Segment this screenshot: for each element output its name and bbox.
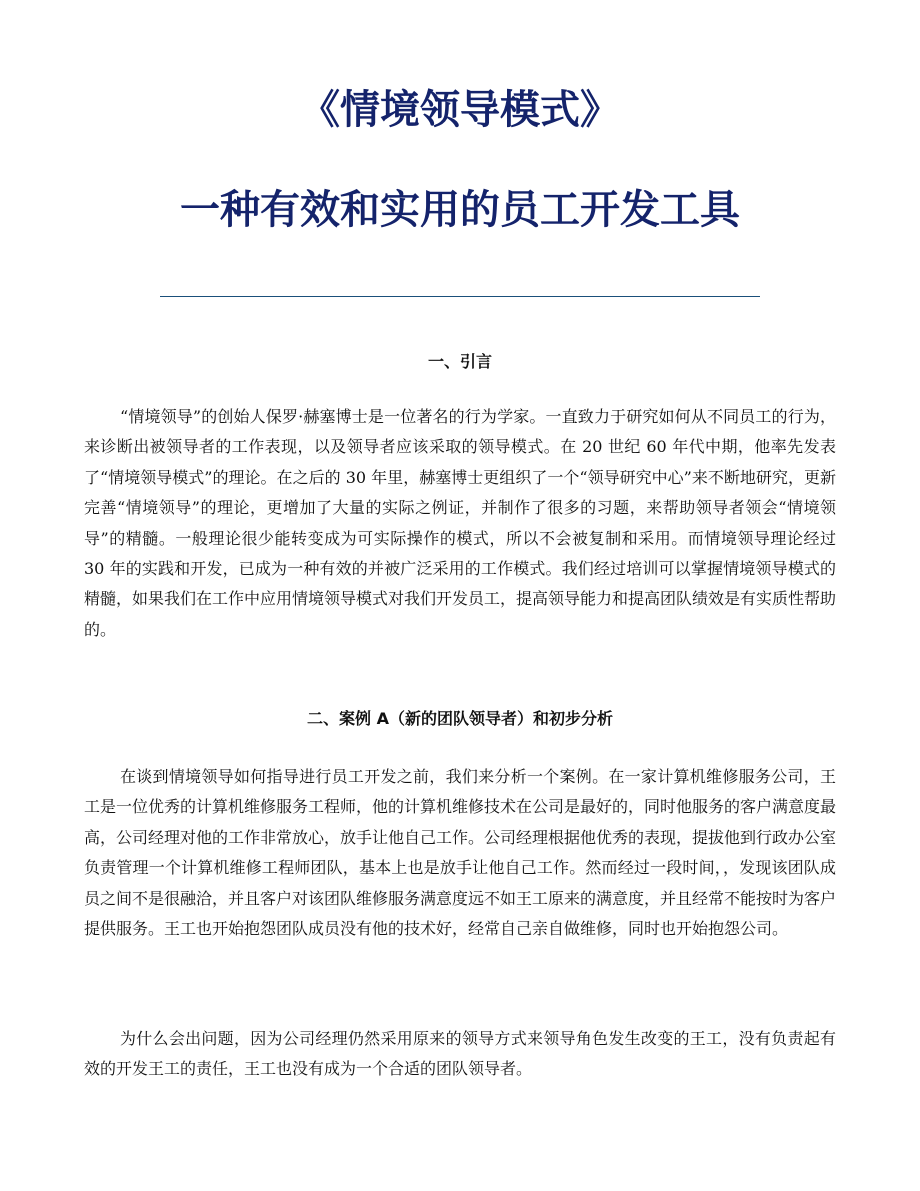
section-heading-case-a: 二、案例 A（新的团队领导者）和初步分析 <box>307 709 613 728</box>
case-a-paragraph: 在谈到情境领导如何指导进行员工开发之前，我们来分析一个案例。在一家计算机维修服务公司，王工是一位优秀的计算机维修服务工程师，他的计算机维修技术在公司是最好的，同时他服务的客户满意度最高，公司经理对他的工作非常放心，放手让他自己工作。公司经理根据他优秀的表现，提拔他到行政办公室负责管理一个计算机维修工程师团队，基本上也是放手让他自己工作。然而经过一段时间，，发现该团队成员之间不是很融洽，并且客户对该团队维修服务满意度远不如王工原来的满意度，并且经常不能按时为客户提供服务。王工也开始抱怨团队成员没有他的技术好，经常自己亲自做维修，同时也开始抱怨公司。 <box>84 767 837 939</box>
case-a-analysis-paragraph: 为什么会出问题，因为公司经理仍然采用原来的领导方式来领导角色发生改变的王工，没有负责起有效的开发王工的责任，王工也没有成为一个合适的团队领导者。 <box>84 1029 836 1079</box>
section-heading-introduction: 一、引言 <box>427 352 492 371</box>
title-divider <box>160 296 760 297</box>
introduction-paragraph: “情境领导”的创始人保罗·赫塞博士是一位著名的行为学家。一直致力于研究如何从不同员工的行为，来诊断出被领导者的工作表现，以及领导者应该采取的领导模式。在 20 世纪 60 年代中期，他率先发表了“情境领导模式”的理论。在之后的 30 年里，赫塞博士更组织了一个“领导研究中心”来不断地研究，更新完善“情境领导”的理论，更增加了大量的实际之例证，并制作了很多的习题，来帮助领导者领会“情境领导”的精髓。一般理论很少能转变成为可实际操作的模式，所以不会被复制和采用。而情境领导理论经过 30 年的实践和开发，已成为一种有效的并被广泛采用的工作模式。我们经过培训可以掌握情境领导模式的精髓，如果我们在工作中应用情境领导模式对我们开发员工，提高领导能力和提高团队绩效是有实质性帮助的。 <box>84 407 837 639</box>
document-title: 《情境领导模式》 <box>300 87 620 133</box>
document-subtitle: 一种有效和实用的员工开发工具 <box>180 187 740 233</box>
